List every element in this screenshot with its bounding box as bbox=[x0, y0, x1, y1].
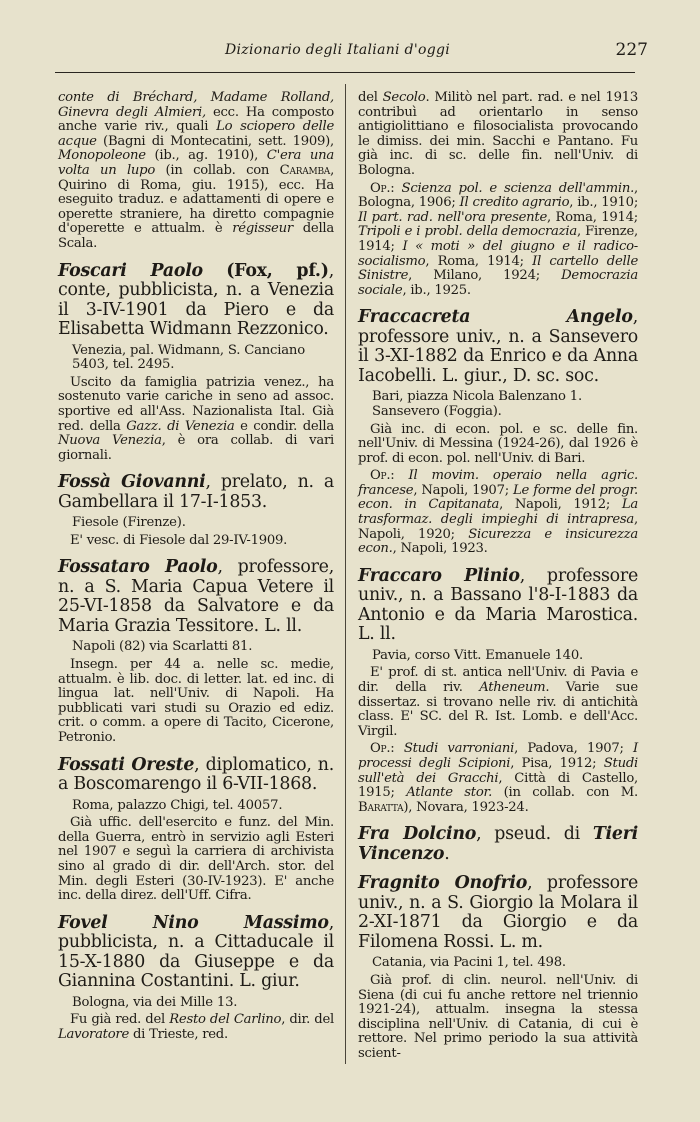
entry-address: Fiesole (Firenze). bbox=[72, 515, 186, 531]
italic-title: Gazz. di Venezia bbox=[126, 418, 235, 434]
entry-fraccaro bbox=[358, 567, 638, 816]
entry-name: Fraccaro Plinio bbox=[358, 565, 520, 586]
italic-title: Studi varroniani bbox=[394, 741, 515, 757]
italic-title: Scienza pol. e scienza dell'ammin. bbox=[394, 180, 635, 196]
entry-description: , conte, pubblicista, n. a Venezia il 3-IV-1901 da Piero e da Elisabetta Widmann Rezzonico. bbox=[58, 260, 334, 340]
entry-paragraph bbox=[58, 1013, 334, 1042]
entry-continuation-right bbox=[358, 91, 638, 298]
text-span: , è ora collab. di vari giornali. bbox=[58, 433, 335, 463]
column-divider bbox=[345, 84, 346, 1064]
italic-title: Lo sciopero delle acque bbox=[58, 119, 334, 149]
entry-description: , pseud. di bbox=[476, 824, 593, 845]
text-span: , Napoli, 1912; bbox=[499, 497, 622, 513]
entry-address: Roma, palazzo Chigi, tel. 40057. bbox=[72, 797, 283, 813]
entry-paragraph: Già uffic. dell'esercito e funz. del Min. della Guerra, entrò in servizio agli Esteri nel 1907 e seguì la carriera di archivista sino al grado di dir. dell'Arch. stor. del Min. degli Esteri (30-IV-1923). E' anche inc. della direz. dell'Uff. Cifra. bbox=[58, 815, 334, 904]
text-span: Fu già red. del bbox=[70, 1012, 170, 1028]
text-span: ecc. Ha composto anche varie riv., quali bbox=[58, 104, 334, 135]
text-span: Uscito da famiglia patrizia venez., ha sostenuto varie cariche in seno ad assoc. sportive ed all'Ass. Nazionalista Ital. Già red. della bbox=[58, 374, 334, 434]
left-column bbox=[58, 88, 334, 1053]
italic-title: Il credito agrario bbox=[459, 195, 570, 211]
entry-fossa bbox=[58, 473, 334, 548]
entry-address: Pavia, corso Vitt. Emanuele 140. bbox=[372, 647, 584, 663]
entry-paragraph: Già prof. di clin. neurol. nell'Univ. di Siena (di cui fu anche rettore nel triennio 1921-24), attualm. insegna la stessa disciplina nell'Univ. di Catania, di cui è rettore. Nel primo periodo la sua attività scient- bbox=[358, 972, 638, 1061]
text-span: . Militò nel part. rad. e nel 1913 contribuì ad orientarlo in senso antigiolittiano e filosocialista provocando le dimiss. dei min. Sacchi e Pantano. Fu già inc. di sc. delle fin. nell'Univ. di Bologna. bbox=[358, 90, 639, 178]
entry-heading bbox=[58, 262, 334, 340]
text-span: . bbox=[444, 843, 450, 864]
italic-title: Democrazia sociale bbox=[358, 268, 638, 298]
italic-title: régisseur bbox=[232, 221, 293, 237]
entry-heading bbox=[358, 874, 638, 952]
entry-description: , professore univ., n. a Bassano l'8-I-1883 da Antonio e da Maria Marostica. L. ll. bbox=[358, 565, 638, 645]
works-label: Op.: bbox=[370, 741, 395, 757]
entry-fra-dolcino bbox=[358, 825, 638, 864]
text-span: , Bologna, 1906; bbox=[358, 180, 638, 211]
text-span: del bbox=[358, 90, 383, 105]
entry-paragraph: Insegn. per 44 a. nelle sc. medie, attualm. è lib. doc. di letter. lat. ed inc. di lingua lat. nell'Univ. di Napoli. Ha pubblicati vari studi su Orazio ed ediz. crit. o comm. a opere di Tacito, Cicerone, Petronio. bbox=[58, 657, 334, 746]
entry-name: Foscari Paolo bbox=[58, 260, 203, 281]
text-span: , Padova, 1907; bbox=[514, 741, 634, 757]
italic-title: Lavoratore bbox=[58, 1026, 130, 1042]
text-span: , dir. del bbox=[281, 1012, 334, 1028]
text-span: , ib., 1925. bbox=[402, 282, 471, 298]
entry-name: Fragnito Onofrio bbox=[358, 873, 528, 894]
italic-title: Il movim. operaio nella agric. francese bbox=[358, 468, 638, 498]
entry-foscari bbox=[58, 262, 334, 464]
italic-title: I « moti » del giugno e il radico-socialismo bbox=[358, 238, 638, 269]
entry-fragnito bbox=[358, 874, 638, 1061]
entry-address: Napoli (82) via Scarlatti 81. bbox=[72, 639, 253, 655]
entry-description: , professore univ., n. a S. Giorgio la Molara il 2-XI-1871 da Giorgio e da Filomena Rossi. L. m. bbox=[358, 873, 638, 952]
text-span: (in collab. con bbox=[155, 162, 280, 178]
text-span: , ib., 1910; bbox=[569, 195, 639, 211]
italic-title: Atheneum bbox=[479, 680, 546, 696]
text-span: , Napoli, 1907; bbox=[413, 482, 514, 498]
italic-title: Secolo bbox=[382, 90, 426, 105]
entry-heading bbox=[358, 567, 638, 645]
entry-works bbox=[358, 182, 638, 299]
cross-reference: Tieri Vincenzo bbox=[358, 824, 638, 864]
page-header bbox=[40, 40, 648, 66]
text-span: . Varie sue dissertaz. si trovano nelle riv. di antichità class. E' SC. del R. Ist. Lomb. e dell'Acc. Virgil. bbox=[358, 680, 638, 739]
entry-paragraph bbox=[358, 91, 638, 179]
italic-title: Studi sull'età dei Gracchi bbox=[358, 756, 639, 786]
entry-address: Bologna, via dei Mille 13. bbox=[72, 994, 238, 1010]
italic-title: Sicurezza e insicurezza econ. bbox=[358, 526, 638, 557]
italic-title: La trasformaz. degli impieghi di intrapresa bbox=[358, 497, 639, 528]
entry-name: Fossà Giovanni bbox=[58, 472, 206, 493]
italic-title: conte di Bréchard, Madame Rolland, Ginevra degli Almieri, bbox=[58, 90, 334, 120]
text-span: , Quirino di Roma, giu. 1915), ecc. Ha eseguito traduz. e adattamenti di opere e operette straniere, ha diretto compagnie d'operette e attualm. è bbox=[58, 162, 335, 237]
entry-heading bbox=[58, 756, 334, 795]
entry-description: , diplomatico, n. a Boscomarengo il 6-VII-1868. bbox=[58, 754, 334, 795]
text-span: , Napoli, 1920; bbox=[358, 512, 638, 542]
text-span: , Roma, 1914; bbox=[547, 209, 638, 225]
italic-title: Nuova Venezia bbox=[58, 433, 162, 449]
entry-fovel bbox=[58, 914, 334, 1043]
text-span: , Napoli, 1923. bbox=[392, 541, 488, 557]
entry-heading bbox=[58, 558, 334, 636]
entry-description: , professore univ., n. a Sansevero il 3-XI-1882 da Enrico e da Anna Iacobelli. L. giur., D. sc. soc. bbox=[358, 307, 638, 386]
entry-heading bbox=[58, 473, 334, 512]
entry-paragraph bbox=[58, 376, 334, 464]
person-name: Caramba bbox=[279, 162, 331, 178]
text-span: (Bagni di Montecatini, sett. 1909), bbox=[96, 133, 334, 149]
entry-works bbox=[358, 742, 638, 815]
entry-paragraph bbox=[358, 666, 638, 739]
text-span: di Trieste, red. bbox=[129, 1026, 228, 1042]
italic-title: C'era una volta un lupo bbox=[58, 148, 334, 178]
italic-title: Il cartello delle Sinistre bbox=[358, 253, 639, 284]
entry-name: Fra Dolcino bbox=[358, 824, 477, 845]
text-span: E' prof. di st. antica nell'Univ. di Pavia e dir. della riv. bbox=[358, 665, 638, 696]
running-title: Dizionario degli Italiani d'oggi bbox=[225, 42, 450, 58]
text-span: , Città di Castello, 1915; bbox=[358, 770, 638, 801]
entry-name: Fovel Nino Massimo bbox=[58, 912, 329, 933]
entry-description: , pubblicista, n. a Cittaducale il 15-X-1880 da Giuseppe e da Giannina Costantini. L. giur. bbox=[58, 912, 334, 992]
italic-title: Tripoli e i probl. della democrazia bbox=[358, 224, 577, 240]
text-span: ), Novara, 1923-24. bbox=[403, 799, 529, 815]
person-name: M. Baratta bbox=[358, 785, 638, 815]
works-label: Op.: bbox=[370, 468, 395, 484]
text-span: , Milano, 1924; bbox=[408, 268, 562, 284]
entry-address: Catania, via Pacini 1, tel. 498. bbox=[372, 955, 566, 971]
entry-fossataro bbox=[58, 558, 334, 745]
header-rule bbox=[55, 72, 635, 73]
entry-description: , prelato, n. a Gambellara il 17-I-1853. bbox=[58, 472, 334, 512]
text-span: e condir. della bbox=[234, 418, 334, 434]
entry-description: , professore, n. a S. Maria Capua Vetere il 25-VI-1858 da Salvatore e da Maria Grazia Tessitore. L. ll. bbox=[58, 557, 334, 636]
entry-heading bbox=[358, 308, 638, 386]
entry-fraccacreta bbox=[358, 308, 638, 557]
entry-address: Venezia, pal. Widmann, S. Canciano 5403, tel. 2495. bbox=[72, 342, 305, 373]
italic-title: Monopoleone bbox=[58, 148, 146, 164]
italic-title: Le forme del progr. econ. in Capitanata bbox=[358, 482, 638, 513]
text-span: (in collab. con bbox=[492, 785, 621, 801]
text-span: (ib., ag. 1910), bbox=[145, 148, 267, 164]
entry-continuation-left bbox=[58, 91, 334, 252]
entry-name: Fossati Oreste bbox=[58, 754, 195, 775]
entry-paragraph: Già inc. di econ. pol. e sc. delle fin. nell'Univ. di Messina (1924-26), dal 1926 è prof. di econ. pol. nell'Univ. di Bari. bbox=[358, 421, 638, 466]
italic-title: Resto del Carlino bbox=[169, 1012, 282, 1028]
entry-heading bbox=[58, 914, 334, 992]
entry-paragraph: E' vesc. di Fiesole dal 29-IV-1909. bbox=[70, 532, 288, 548]
works-label: Op.: bbox=[370, 180, 395, 196]
entry-heading bbox=[358, 825, 638, 864]
entry-fossati bbox=[58, 756, 334, 904]
page-number: 227 bbox=[615, 40, 648, 60]
italic-title: Atlante stor. bbox=[406, 785, 493, 801]
entry-paragraph bbox=[58, 91, 334, 252]
text-span: della Scala. bbox=[58, 221, 334, 251]
entry-address: Sansevero (Foggia). bbox=[372, 403, 502, 419]
italic-title: Il part. rad. nell'ora presente bbox=[358, 209, 547, 225]
entry-address: Bari, piazza Nicola Balenzano 1. bbox=[372, 389, 582, 405]
entry-name: Fossataro Paolo bbox=[58, 557, 218, 578]
text-span: , Roma, 1914; bbox=[425, 253, 533, 269]
entry-alias: (Fox, pf.) bbox=[226, 260, 329, 281]
text-span: , Firenze, 1914; bbox=[358, 224, 638, 254]
text-span: , Pisa, 1912; bbox=[510, 756, 604, 771]
italic-title: I processi degli Scipioni bbox=[358, 741, 638, 771]
entry-works bbox=[358, 469, 638, 557]
right-column bbox=[358, 88, 638, 1072]
entry-name: Fraccacreta Angelo bbox=[358, 307, 633, 328]
